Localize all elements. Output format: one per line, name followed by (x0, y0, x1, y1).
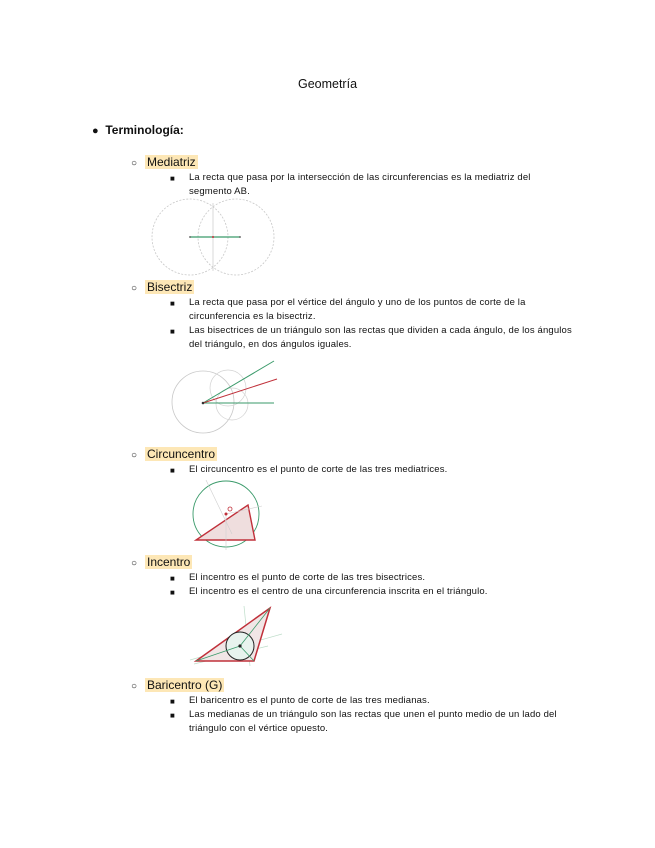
bisectriz-figure (170, 358, 282, 440)
disc-bullet: ● (92, 125, 99, 137)
item-text: El incentro es el centro de una circunferencia inscrita en el triángulo. (189, 586, 488, 597)
item-text: El baricentro es el punto de corte de las tres medianas. (189, 695, 430, 706)
square-bullet: ■ (170, 588, 175, 597)
circle-bullet: ○ (131, 158, 138, 169)
item-text: Las medianas de un triángulo son las rectas que unen el punto medio de un lado del triángulo con el vértice opuesto. (189, 709, 557, 734)
item-mediatriz (131, 155, 198, 169)
circle-bullet: ○ (131, 681, 138, 692)
square-bullet: ■ (170, 299, 175, 308)
item-bisectriz (131, 280, 194, 294)
square-bullet: ■ (170, 711, 175, 720)
item-circuncentro (131, 447, 217, 461)
item-text: Las bisectrices de un triángulo son las rectas que dividen a cada ángulo, de los ángulos del triángulo, en dos ángulos iguales. (189, 325, 572, 350)
square-bullet: ■ (170, 574, 175, 583)
item-text: El circuncentro es el punto de corte de las tres mediatrices. (189, 464, 448, 475)
section-heading (92, 123, 184, 137)
incentro-figure (188, 602, 284, 668)
item-baricentro (131, 678, 224, 692)
item-text: La recta que pasa por la intersección de las circunferencias es la mediatriz del segmento AB. (189, 172, 531, 197)
item-text: La recta que pasa por el vértice del ángulo y uno de los puntos de corte de la circunferencia es la bisectriz. (189, 297, 526, 322)
circle-bullet: ○ (131, 558, 138, 569)
item-heading: Mediatriz (147, 155, 196, 169)
mediatriz-figure (148, 198, 280, 278)
square-bullet: ■ (170, 697, 175, 706)
item-heading: Circuncentro (147, 447, 216, 461)
item-heading: Bisectriz (147, 280, 193, 294)
page-title: Geometría (297, 77, 358, 91)
item-text: El incentro es el punto de corte de las tres bisectrices. (189, 572, 426, 583)
item-heading: Incentro (147, 555, 191, 569)
circle-bullet: ○ (131, 450, 138, 461)
item-incentro (131, 555, 192, 569)
square-bullet: ■ (170, 466, 175, 475)
square-bullet: ■ (170, 327, 175, 336)
circle-bullet: ○ (131, 283, 138, 294)
section-title: Terminología: (105, 123, 184, 137)
item-heading: Baricentro (G) (147, 678, 223, 692)
square-bullet: ■ (170, 174, 175, 183)
circuncentro-figure (188, 476, 264, 552)
